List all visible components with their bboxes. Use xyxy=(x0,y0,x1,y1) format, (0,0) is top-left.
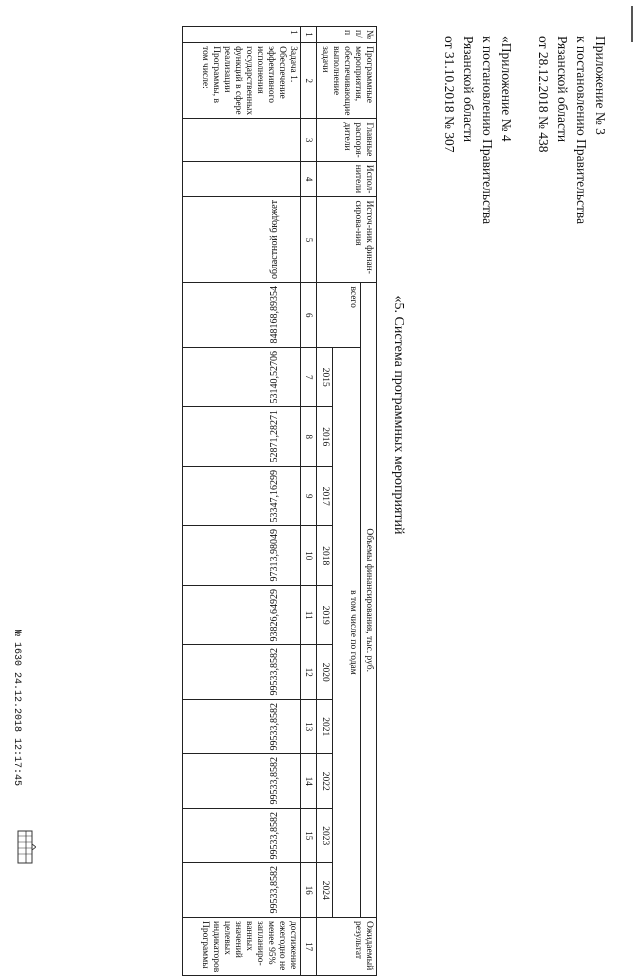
scan-artifact xyxy=(630,6,634,42)
row-value: 99533,8582 xyxy=(269,702,280,751)
row-value-cell xyxy=(183,863,301,918)
column-number: 7 xyxy=(301,347,317,407)
header-managers: Главные распоря-дители xyxy=(317,119,377,161)
approval-line: от 28.12.2018 № 438 xyxy=(536,36,551,153)
row-value: 52871,28271 xyxy=(269,410,280,463)
row-total-cell xyxy=(183,283,301,348)
row-source: областной бюджет xyxy=(269,200,280,280)
header-result: Ожидаемый результат xyxy=(317,917,377,975)
column-number: 9 xyxy=(301,466,317,526)
approval-line: от 31.10.2018 № 307 xyxy=(442,36,457,153)
column-number: 2 xyxy=(301,43,317,119)
row-value-cell xyxy=(183,347,301,407)
approval-line: Приложение № 3 xyxy=(593,36,608,135)
column-number: 5 xyxy=(301,197,317,283)
row-value: 97313,98049 xyxy=(269,529,280,582)
header-year: 2023 xyxy=(317,808,333,863)
approval-line: к постановлению Правительства xyxy=(574,36,589,225)
header-executors: Испол-нители xyxy=(317,161,377,197)
header-year: 2018 xyxy=(317,526,333,586)
column-number: 6 xyxy=(301,283,317,348)
header-year: 2020 xyxy=(317,645,333,700)
header-num: № п/п xyxy=(317,27,377,43)
header-year: 2019 xyxy=(317,585,333,645)
approval-line: Рязанской области xyxy=(461,36,476,143)
column-number: 4 xyxy=(301,161,317,197)
registration-number: № 1630 24.12.2018 12:17:45 xyxy=(11,630,22,787)
approval-line: «Приложение № 4 xyxy=(499,36,514,142)
row-value-cell xyxy=(183,645,301,700)
row-source-cell xyxy=(183,197,301,283)
column-number: 12 xyxy=(301,645,317,700)
column-number: 11 xyxy=(301,585,317,645)
approval-line: Рязанской области xyxy=(555,36,570,143)
section-title: «5. Система программных мероприятий xyxy=(391,295,406,535)
column-number: 13 xyxy=(301,699,317,754)
header-year: 2017 xyxy=(317,466,333,526)
row-value-cell xyxy=(183,526,301,586)
row-value-cell xyxy=(183,585,301,645)
row-measure: Задача 1. Обеспечение эффективного исполнения государственных функций в сфере реализации Программы, в том числе: xyxy=(183,43,301,119)
header-funding: Объемы финансирования, тыс. руб. xyxy=(361,283,377,918)
row-value: 99533,8582 xyxy=(269,866,280,914)
column-number: 15 xyxy=(301,808,317,863)
row-value-cell xyxy=(183,407,301,467)
column-number: 1 xyxy=(301,27,317,43)
header-total: всего xyxy=(317,283,361,348)
measures-table xyxy=(182,26,377,976)
row-value: 53140,52706 xyxy=(269,350,280,404)
row-value: 99533,8582 xyxy=(269,757,280,805)
header-measures: Программные мероприятия, обеспечивающие выполнение задачи xyxy=(317,43,377,119)
registry-stamp-icon xyxy=(16,830,36,864)
column-number: 10 xyxy=(301,526,317,586)
row-result: достижение ежегодно не менее 95% запланиро-ванных значений целевых индикаторов Программы xyxy=(183,917,301,975)
row-value-cell xyxy=(183,754,301,809)
column-number: 14 xyxy=(301,754,317,809)
header-by-years: в том числе по годам xyxy=(333,347,361,917)
header-year: 2016 xyxy=(317,407,333,467)
row-managers xyxy=(183,119,301,161)
approval-line: к постановлению Правительства xyxy=(480,36,495,225)
row-value: 99533,8582 xyxy=(269,811,280,860)
header-year: 2021 xyxy=(317,699,333,754)
row-total: 848168,89354 xyxy=(269,286,280,344)
row-value-cell xyxy=(183,466,301,526)
row-value-cell xyxy=(183,699,301,754)
row-executors xyxy=(183,161,301,197)
header-year: 2022 xyxy=(317,754,333,809)
approval-block xyxy=(440,36,610,276)
column-number: 3 xyxy=(301,119,317,161)
header-year: 2024 xyxy=(317,863,333,918)
table-row xyxy=(183,27,301,976)
row-value: 99533,8582 xyxy=(269,648,280,696)
row-value: 53347,16299 xyxy=(269,469,280,523)
header-source: Источ-ник финан-сирова-ния xyxy=(317,197,377,283)
column-number-row xyxy=(301,27,317,976)
header-year: 2015 xyxy=(317,347,333,407)
row-num: 1 xyxy=(183,27,301,43)
row-value: 93826,64929 xyxy=(269,588,280,642)
column-number: 16 xyxy=(301,863,317,918)
column-number: 17 xyxy=(301,917,317,975)
row-value-cell xyxy=(183,808,301,863)
column-number: 8 xyxy=(301,407,317,467)
